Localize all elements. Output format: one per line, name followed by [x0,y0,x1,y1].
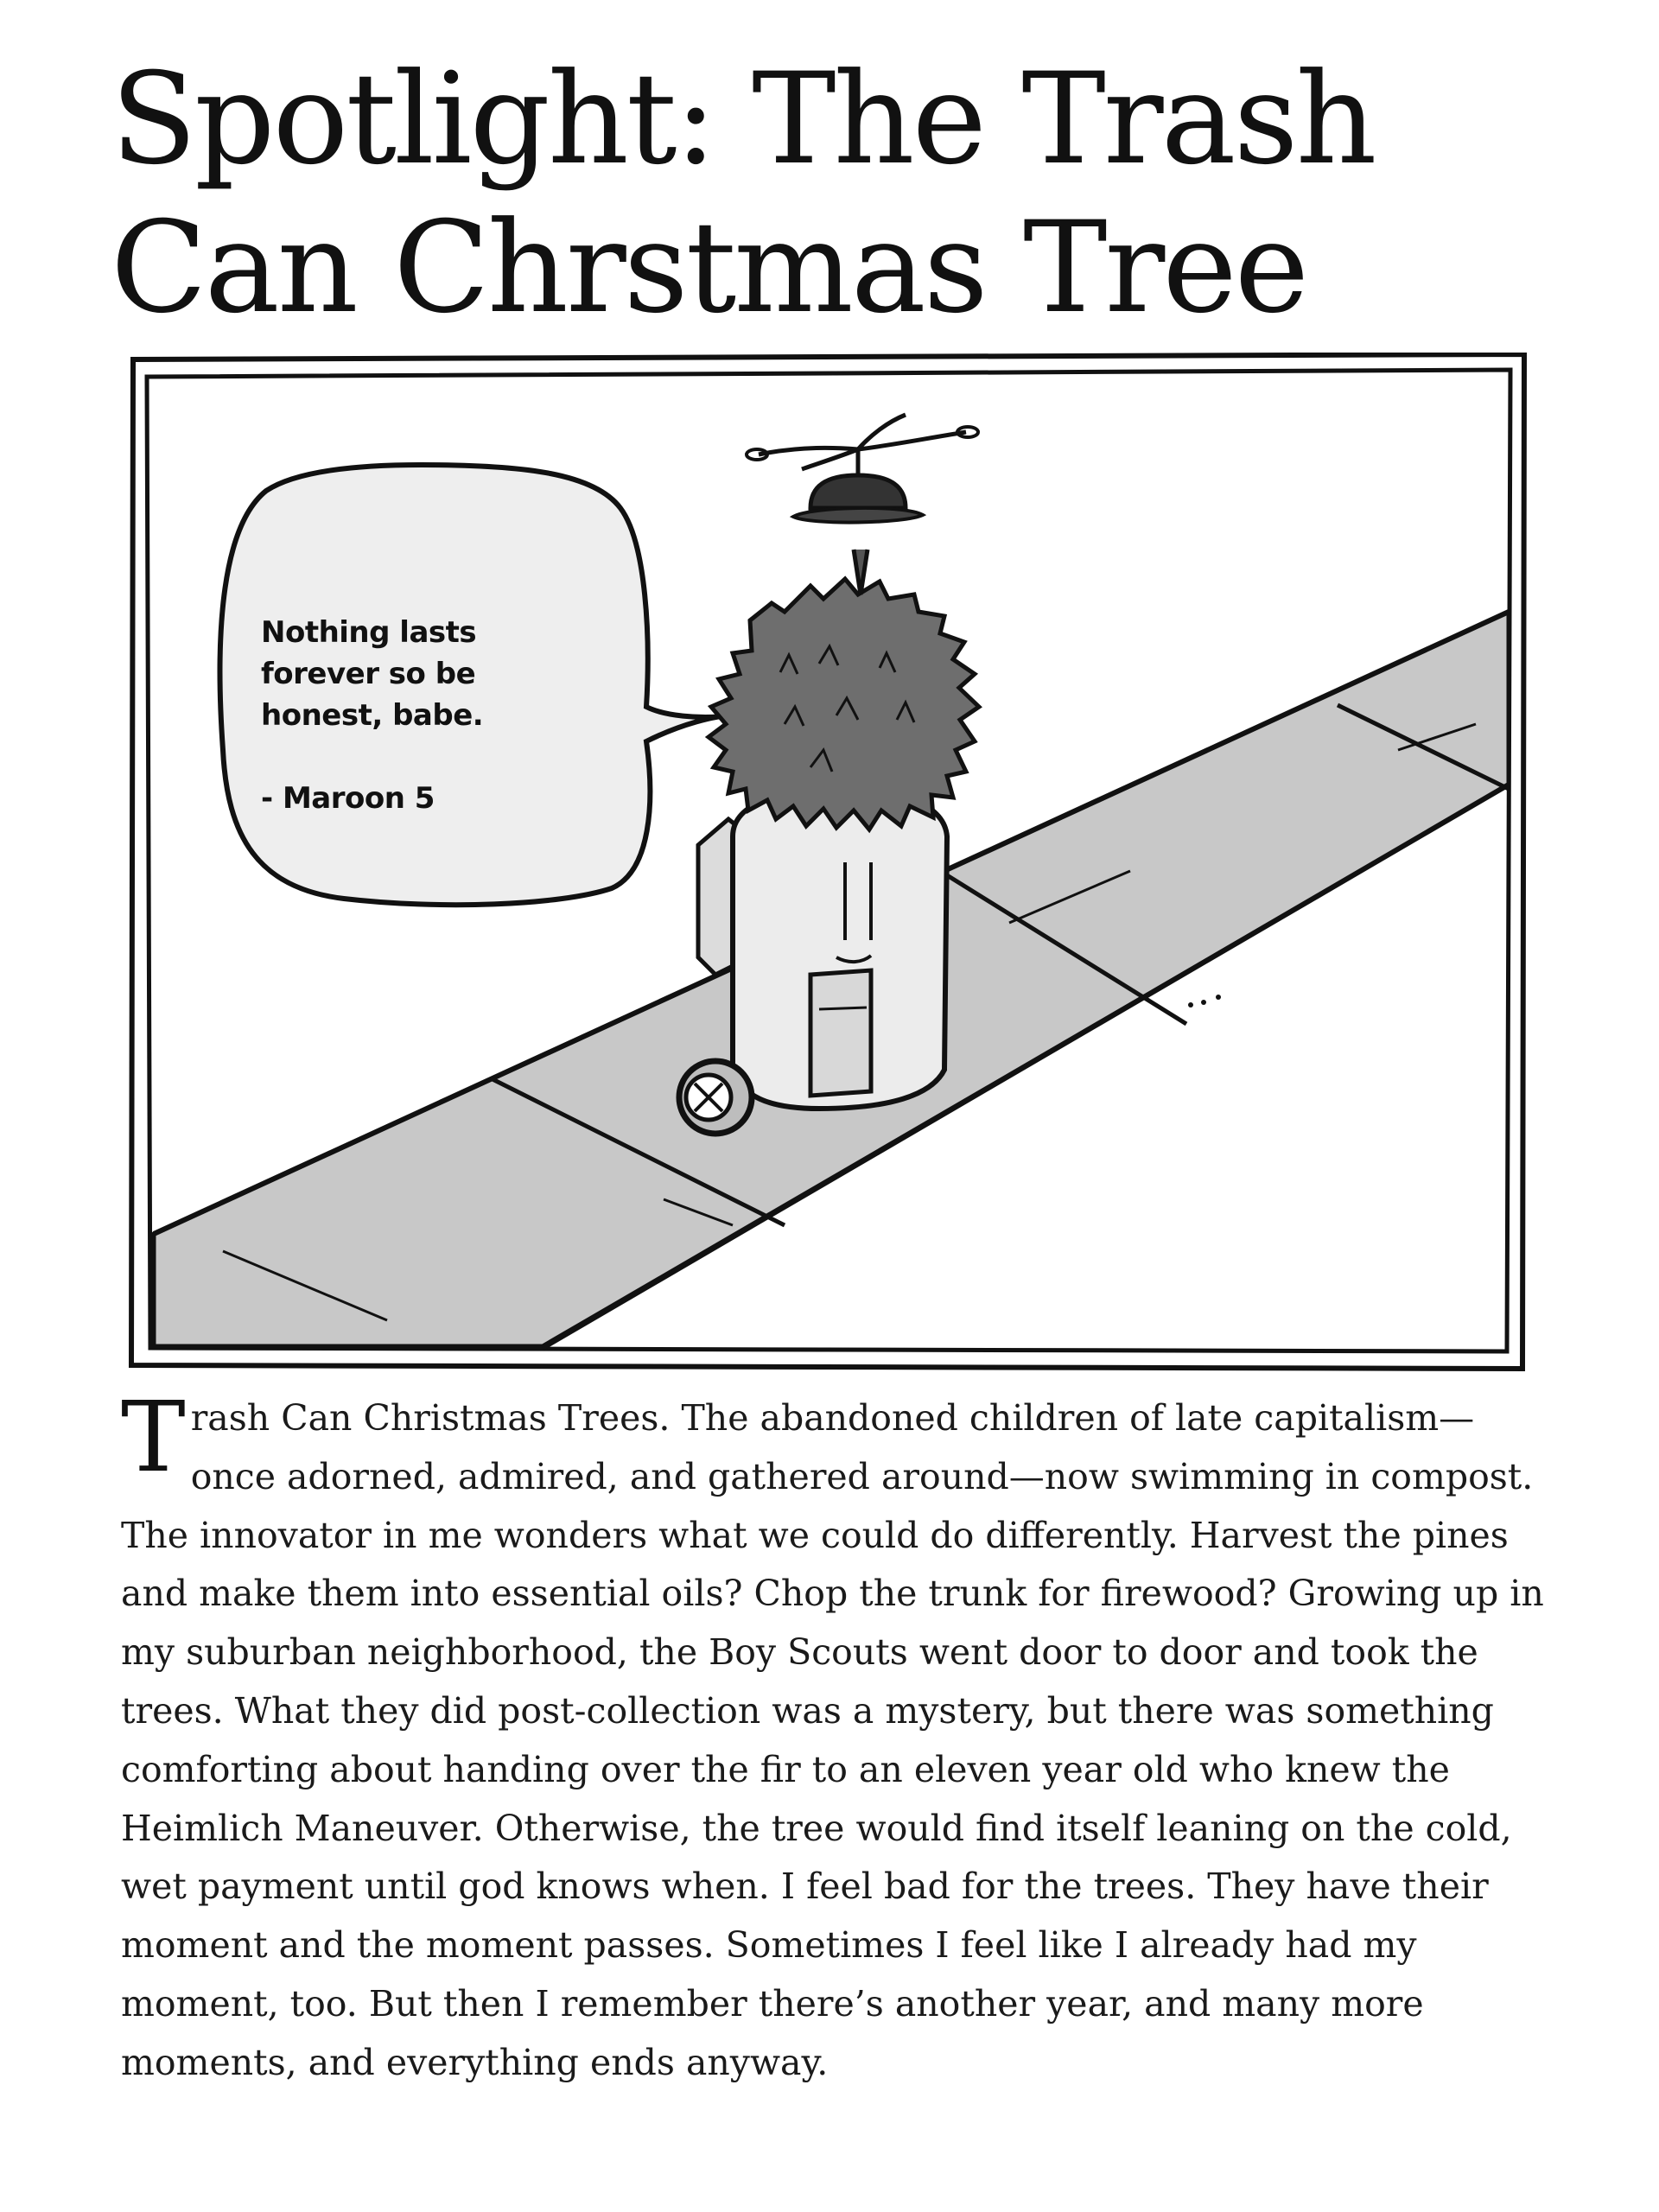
speech-attribution: - Maroon 5 [261,781,435,816]
comic-illustration [128,353,1528,1372]
trash-can-panel-line [819,1007,867,1009]
article-title: Spotlight: The Trash Can Chrstmas Tree [111,46,1375,341]
article-body-text: rash Can Christmas Trees. The abandoned children of late capitalism—once adorned, admired, and gathered around—now swimming in compost. The innovator in me wonders what we could do differently. Harvest the pines and make them into essential oils? Chop the trunk for firewood? Growing up in my suburban neighborhood, the Boy Scouts went door to door and took the trees. What they did post-collection was a mystery, but there was something comforting about handing over the fir to an eleven year old who knew the Heimlich Maneuver. Otherwise, the tree would find itself leaning on the cold, wet payment until god knows when. I feel bad for the trees. They have their moment and the moment passes. Sometimes I feel like I already had my moment, too. But then I remember there’s another year, and many more moments, and everything ends anyway. [121,1397,1544,2083]
article-body [121,1382,1555,2093]
speech-quote: Nothing lasts forever so be honest, babe. [261,615,484,733]
trash-can-panel [810,970,871,1096]
propeller-hat [810,475,906,508]
sidewalk-speck [1188,1002,1193,1007]
propeller-hat-brim [793,508,923,523]
sidewalk-speck [1201,1000,1206,1005]
sidewalk-speck [1216,995,1221,1000]
comic-panel [128,353,1528,1372]
speech-bubble-text [261,612,537,819]
drop-cap: T [121,1382,186,1494]
